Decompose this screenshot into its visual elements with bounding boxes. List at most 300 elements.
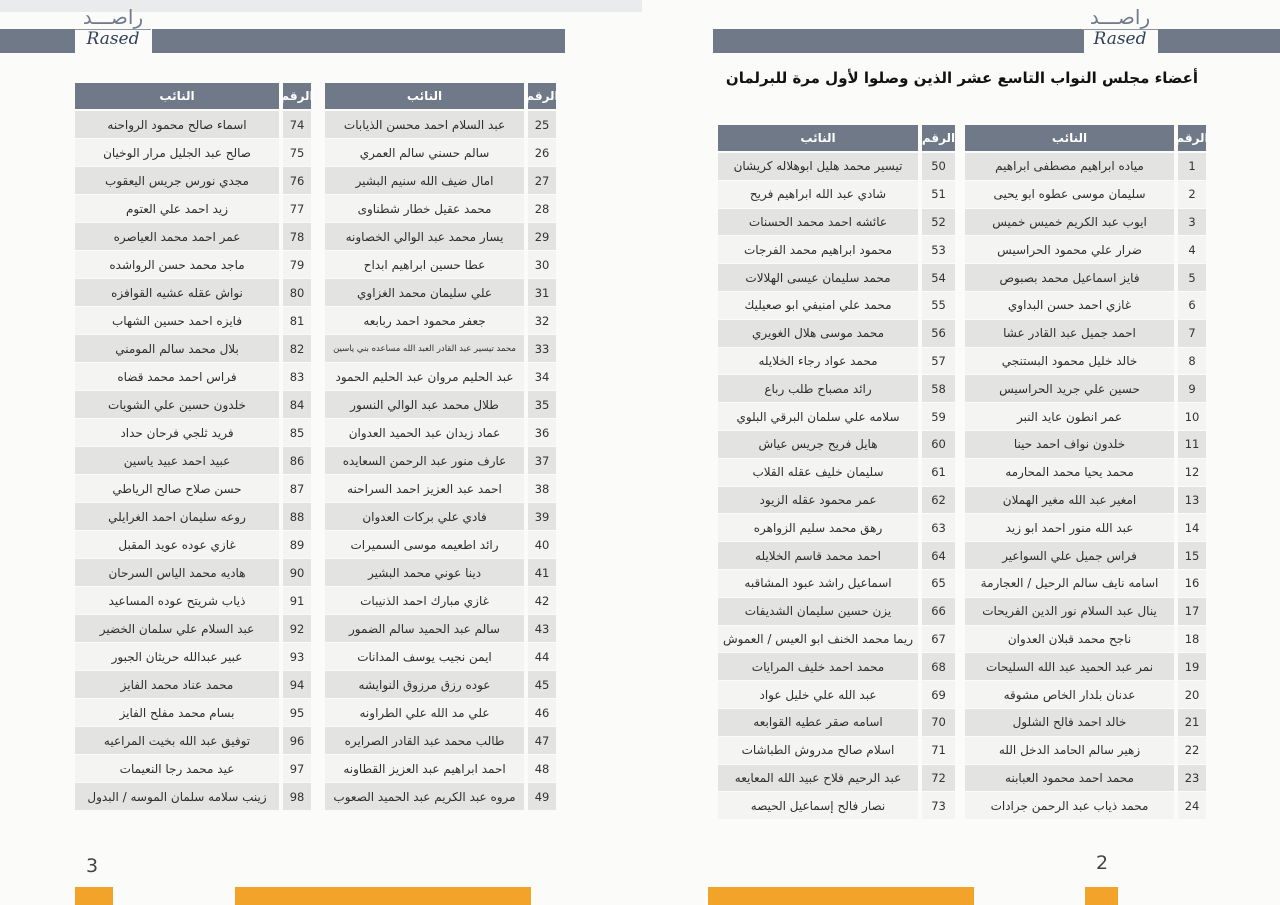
member-name-cell: محمد ذياب عبد الرحمن جرادات [965, 792, 1174, 819]
rased-logo [1082, 7, 1158, 48]
member-name-cell: ايوب عبد الكريم خميس خميس [965, 209, 1174, 236]
member-name-cell: رائد مصباح طلب رباع [718, 375, 918, 402]
member-name-cell: محمد يحيا محمد المحارمه [965, 459, 1174, 486]
member-number-cell: 87 [283, 475, 311, 502]
member-name-cell: عيد محمد رجا النعيمات [75, 755, 279, 782]
member-number-cell: 78 [283, 223, 311, 250]
member-name-cell: سليمان خليف عقله القلاب [718, 459, 918, 486]
member-number-cell: 75 [283, 139, 311, 166]
member-name-cell: خلدون نواف احمد حينا [965, 431, 1174, 458]
member-number-cell: 54 [922, 264, 955, 291]
page-number-left: 3 [86, 855, 99, 877]
member-name-cell: فادي علي بركات العدوان [325, 503, 524, 530]
member-number-cell: 40 [528, 531, 556, 558]
member-number-cell: 10 [1178, 403, 1206, 430]
member-name-cell: مجدي نورس جريس اليعقوب [75, 167, 279, 194]
member-name-cell: عمر محمود عقله الزيود [718, 487, 918, 514]
member-name-cell: فراس احمد محمد قضاه [75, 363, 279, 390]
table-row [75, 727, 311, 754]
member-number-cell: 37 [528, 447, 556, 474]
table-row [965, 681, 1206, 708]
table-row [325, 531, 556, 558]
member-name-cell: توفيق عبد الله بخيت المراعيه [75, 727, 279, 754]
table-row [965, 459, 1206, 486]
member-number-cell: 96 [283, 727, 311, 754]
table-row [325, 587, 556, 614]
member-name-cell: امال ضيف الله سنيم البشير [325, 167, 524, 194]
member-name-cell: محمود ابراهيم محمد الفرجات [718, 236, 918, 263]
member-name-cell: عمر احمد محمد العياصره [75, 223, 279, 250]
table-row [718, 403, 955, 430]
member-number-cell: 28 [528, 195, 556, 222]
member-number-cell: 46 [528, 699, 556, 726]
member-name-cell: اسامه نايف سالم الرحيل / العجارمة [965, 570, 1174, 597]
member-name-cell: ريما محمد الخنف ابو العيس / العموش [718, 626, 918, 653]
member-number-cell: 22 [1178, 737, 1206, 764]
members-table-50-73 [718, 125, 955, 820]
table-row [75, 615, 311, 642]
member-name-cell: اسامه صقر عطيه القوابعه [718, 709, 918, 736]
table-row [718, 487, 955, 514]
member-number-cell: 39 [528, 503, 556, 530]
table-row [718, 320, 955, 347]
member-name-cell: غازي عوده عويد المقبل [75, 531, 279, 558]
table-row [75, 195, 311, 222]
table-row [965, 431, 1206, 458]
member-number-cell: 82 [283, 335, 311, 362]
member-name-cell: عبد الحليم مروان عبد الحليم الحمود [325, 363, 524, 390]
member-number-cell: 98 [283, 783, 311, 810]
table-row [325, 139, 556, 166]
member-name-cell: بلال محمد سالم المومني [75, 335, 279, 362]
table-row [718, 792, 955, 819]
member-number-cell: 94 [283, 671, 311, 698]
table-row [965, 236, 1206, 263]
member-name-cell: شادي عبد الله ابراهيم فريح [718, 181, 918, 208]
member-number-cell: 85 [283, 419, 311, 446]
member-name-cell: رهق محمد سليم الزواهره [718, 514, 918, 541]
member-number-cell: 15 [1178, 542, 1206, 569]
table-row [718, 653, 955, 680]
member-number-cell: 6 [1178, 292, 1206, 319]
table-row [965, 320, 1206, 347]
member-number-cell: 12 [1178, 459, 1206, 486]
member-name-cell: عائشه احمد محمد الحسنات [718, 209, 918, 236]
member-number-cell: 66 [922, 598, 955, 625]
table-row [325, 475, 556, 502]
table-row [965, 153, 1206, 180]
member-name-cell: احمد جميل عبد القادر عشا [965, 320, 1174, 347]
member-name-cell: يزن حسين سليمان الشديفات [718, 598, 918, 625]
table-row [75, 167, 311, 194]
table-row [75, 363, 311, 390]
member-name-cell: عبيد احمد عبيد ياسين [75, 447, 279, 474]
member-name-cell: فايز اسماعيل محمد بصبوص [965, 264, 1174, 291]
member-number-cell: 88 [283, 503, 311, 530]
table-header-row [75, 83, 314, 109]
member-name-cell: ماجد محمد حسن الرواشده [75, 251, 279, 278]
member-number-cell: 31 [528, 279, 556, 306]
table-row [325, 279, 556, 306]
member-number-cell: 79 [283, 251, 311, 278]
table-row [325, 755, 556, 782]
member-name-cell: عبد الله منور احمد ابو زيد [965, 514, 1174, 541]
table-row [718, 542, 955, 569]
table-row [75, 643, 311, 670]
member-name-cell: عوده رزق مرزوق النوايشه [325, 671, 524, 698]
table-row [965, 653, 1206, 680]
member-name-cell: فراس جميل علي السواعير [965, 542, 1174, 569]
member-number-cell: 36 [528, 419, 556, 446]
table-row [325, 223, 556, 250]
member-number-cell: 26 [528, 139, 556, 166]
member-name-cell: فايزه احمد حسين الشهاب [75, 307, 279, 334]
member-name-cell: نصار فالح إسماعيل الحيصه [718, 792, 918, 819]
member-number-cell: 4 [1178, 236, 1206, 263]
member-number-cell: 52 [922, 209, 955, 236]
header-bar-left-long [152, 29, 565, 53]
member-number-cell: 43 [528, 615, 556, 642]
member-number-cell: 60 [922, 431, 955, 458]
member-name-cell: ايمن نجيب يوسف المدانات [325, 643, 524, 670]
member-name-cell: محمد عقيل خطار شطناوى [325, 195, 524, 222]
table-row [325, 643, 556, 670]
member-name-cell: علي سليمان محمد الغزاوي [325, 279, 524, 306]
member-number-cell: 49 [528, 783, 556, 810]
member-name-cell: غازي مبارك احمد الذنيبات [325, 587, 524, 614]
member-number-cell: 77 [283, 195, 311, 222]
table-row [965, 542, 1206, 569]
member-number-cell: 63 [922, 514, 955, 541]
member-number-cell: 56 [922, 320, 955, 347]
member-number-cell: 16 [1178, 570, 1206, 597]
member-name-cell: سليمان موسى عطوه ابو يحيى [965, 181, 1174, 208]
table-row [325, 615, 556, 642]
table-row [325, 251, 556, 278]
rased-logo-arabic: راصـــد [75, 7, 151, 30]
member-number-cell: 38 [528, 475, 556, 502]
member-name-cell: طالب محمد عبد القادر الصرايره [325, 727, 524, 754]
member-number-cell: 18 [1178, 626, 1206, 653]
table-row [965, 403, 1206, 430]
table-row [965, 765, 1206, 792]
footer-orange-bar [708, 887, 974, 905]
member-number-cell: 51 [922, 181, 955, 208]
member-number-cell: 41 [528, 559, 556, 586]
table-row [325, 335, 556, 362]
member-name-cell: محمد احمد خليف المرايات [718, 653, 918, 680]
table-row [718, 431, 955, 458]
table-row [965, 570, 1206, 597]
member-name-cell: عمر انطون عايد النبر [965, 403, 1174, 430]
table-row [965, 292, 1206, 319]
table-row [718, 681, 955, 708]
member-name-cell: عبد الرحيم فلاح عبيد الله المعايعه [718, 765, 918, 792]
table-row [75, 279, 311, 306]
member-number-cell: 35 [528, 391, 556, 418]
header-bar-right-short [1158, 29, 1280, 53]
table-row [718, 292, 955, 319]
member-name-cell: عبير عبدالله حريثان الجبور [75, 643, 279, 670]
table-row [965, 209, 1206, 236]
member-name-cell: هايل فريح جريس عياش [718, 431, 918, 458]
table-row [718, 209, 955, 236]
column-header-name: النائب [75, 83, 279, 109]
rased-logo [75, 7, 151, 48]
table-row [75, 475, 311, 502]
table-row [325, 419, 556, 446]
table-header-row [718, 125, 955, 151]
member-number-cell: 9 [1178, 375, 1206, 402]
member-number-cell: 27 [528, 167, 556, 194]
member-name-cell: ينال عبد السلام نور الدين الفريحات [965, 598, 1174, 625]
rased-logo-latin: Rased [86, 29, 140, 49]
table-row [718, 626, 955, 653]
member-number-cell: 62 [922, 487, 955, 514]
table-row [75, 503, 311, 530]
member-number-cell: 67 [922, 626, 955, 653]
member-number-cell: 97 [283, 755, 311, 782]
member-number-cell: 90 [283, 559, 311, 586]
page-number-right: 2 [1096, 852, 1109, 874]
member-name-cell: خالد خليل محمود البستنجي [965, 348, 1174, 375]
table-row [718, 459, 955, 486]
member-number-cell: 65 [922, 570, 955, 597]
table-row [325, 363, 556, 390]
member-name-cell: محمد تيسير عبد القادر العبد الله مساعده بني ياسين [325, 335, 524, 362]
table-row [325, 167, 556, 194]
member-name-cell: صالح عبد الجليل مرار الوخيان [75, 139, 279, 166]
table-row [965, 348, 1206, 375]
table-row [325, 111, 556, 138]
member-number-cell: 80 [283, 279, 311, 306]
member-number-cell: 13 [1178, 487, 1206, 514]
member-name-cell: امغير عبد الله مغير الهملان [965, 487, 1174, 514]
member-name-cell: يسار محمد عبد الوالي الخصاونه [325, 223, 524, 250]
table-row [965, 737, 1206, 764]
rased-logo-arabic: راصـــد [1082, 7, 1158, 30]
member-name-cell: عارف منور عبد الرحمن السعايده [325, 447, 524, 474]
member-number-cell: 68 [922, 653, 955, 680]
member-number-cell: 14 [1178, 514, 1206, 541]
table-row [75, 335, 311, 362]
member-number-cell: 30 [528, 251, 556, 278]
member-number-cell: 20 [1178, 681, 1206, 708]
column-header-name: النائب [325, 83, 524, 109]
member-number-cell: 8 [1178, 348, 1206, 375]
table-row [965, 181, 1206, 208]
member-name-cell: حسين علي جريد الحراسيس [965, 375, 1174, 402]
member-number-cell: 33 [528, 335, 556, 362]
member-name-cell: جعفر محمود احمد ربابعه [325, 307, 524, 334]
member-name-cell: سلامه علي سلمان البرقي البلوي [718, 403, 918, 430]
table-row [75, 755, 311, 782]
member-number-cell: 64 [922, 542, 955, 569]
member-number-cell: 91 [283, 587, 311, 614]
footer-orange-bar [235, 887, 531, 905]
table-row [325, 307, 556, 334]
member-number-cell: 3 [1178, 209, 1206, 236]
member-name-cell: اسماعيل راشد عبود المشاقبه [718, 570, 918, 597]
table-row [718, 514, 955, 541]
member-name-cell: عطا حسين ابراهيم ابداح [325, 251, 524, 278]
member-name-cell: محمد احمد محمود العبابنه [965, 765, 1174, 792]
member-name-cell: اسماء صالح محمود الرواحنه [75, 111, 279, 138]
member-name-cell: مياده ابراهيم مصطفى ابراهيم [965, 153, 1174, 180]
table-row [718, 264, 955, 291]
member-number-cell: 76 [283, 167, 311, 194]
member-name-cell: مروه عبد الكريم عبد الحميد الصعوب [325, 783, 524, 810]
table-row [75, 699, 311, 726]
member-name-cell: محمد علي امنيفي ابو صعيليك [718, 292, 918, 319]
member-number-cell: 32 [528, 307, 556, 334]
table-row [965, 514, 1206, 541]
member-number-cell: 45 [528, 671, 556, 698]
member-number-cell: 48 [528, 755, 556, 782]
table-row [325, 783, 556, 810]
member-number-cell: 57 [922, 348, 955, 375]
member-name-cell: حسن صلاح صالح الرياطي [75, 475, 279, 502]
member-number-cell: 95 [283, 699, 311, 726]
page-title: أعضاء مجلس النواب التاسع عشر الذين وصلوا لأول مرة للبرلمان [725, 69, 1199, 87]
column-header-number: الرقم [528, 83, 556, 109]
table-row [325, 503, 556, 530]
column-header-name: النائب [718, 125, 918, 151]
member-number-cell: 86 [283, 447, 311, 474]
member-number-cell: 74 [283, 111, 311, 138]
member-name-cell: هاديه محمد الياس السرحان [75, 559, 279, 586]
table-row [325, 727, 556, 754]
member-name-cell: سالم حسني سالم العمري [325, 139, 524, 166]
member-number-cell: 23 [1178, 765, 1206, 792]
member-number-cell: 50 [922, 153, 955, 180]
header-bar-left-short [0, 29, 75, 53]
member-number-cell: 84 [283, 391, 311, 418]
table-header-row [325, 83, 559, 109]
member-number-cell: 83 [283, 363, 311, 390]
member-number-cell: 42 [528, 587, 556, 614]
member-name-cell: عماد زيدان عبد الحميد العدوان [325, 419, 524, 446]
member-name-cell: محمد سليمان عيسى الهلالات [718, 264, 918, 291]
member-name-cell: غازي احمد حسن البداوي [965, 292, 1174, 319]
table-row [965, 709, 1206, 736]
member-number-cell: 7 [1178, 320, 1206, 347]
table-row [718, 181, 955, 208]
member-name-cell: دينا عوني محمد البشير [325, 559, 524, 586]
member-name-cell: ذياب شريتح عوده المساعيد [75, 587, 279, 614]
member-number-cell: 19 [1178, 653, 1206, 680]
table-row [325, 391, 556, 418]
member-name-cell: محمد عواد رجاء الخلايله [718, 348, 918, 375]
members-table-74-98 [75, 83, 314, 811]
table-row [75, 111, 311, 138]
member-number-cell: 5 [1178, 264, 1206, 291]
table-row [965, 792, 1206, 819]
member-number-cell: 1 [1178, 153, 1206, 180]
member-number-cell: 55 [922, 292, 955, 319]
member-number-cell: 53 [922, 236, 955, 263]
table-row [965, 487, 1206, 514]
table-row [75, 307, 311, 334]
table-row [75, 223, 311, 250]
member-name-cell: محمد موسى هلال الغويري [718, 320, 918, 347]
column-header-number: الرقم [922, 125, 955, 151]
member-number-cell: 70 [922, 709, 955, 736]
member-number-cell: 93 [283, 643, 311, 670]
table-row [325, 195, 556, 222]
member-number-cell: 34 [528, 363, 556, 390]
column-header-number: الرقم [283, 83, 311, 109]
table-row [965, 626, 1206, 653]
member-name-cell: عبد السلام علي سلمان الخضير [75, 615, 279, 642]
member-name-cell: طلال محمد عبد الوالي النسور [325, 391, 524, 418]
table-row [965, 375, 1206, 402]
member-number-cell: 17 [1178, 598, 1206, 625]
table-row [75, 671, 311, 698]
table-row [718, 737, 955, 764]
table-row [965, 598, 1206, 625]
table-row [325, 699, 556, 726]
table-row [325, 671, 556, 698]
member-name-cell: احمد ابراهيم عبد العزيز القطاونه [325, 755, 524, 782]
member-number-cell: 11 [1178, 431, 1206, 458]
member-number-cell: 2 [1178, 181, 1206, 208]
table-row [718, 765, 955, 792]
member-name-cell: تيسير محمد هليل ابوهلاله كريشان [718, 153, 918, 180]
header-bar-right-long [713, 29, 1084, 53]
member-name-cell: عبد السلام احمد محسن الذيابات [325, 111, 524, 138]
member-name-cell: زهير سالم الحامد الدخل الله [965, 737, 1174, 764]
member-name-cell: زينب سلامه سلمان الموسه / البدول [75, 783, 279, 810]
table-row [75, 419, 311, 446]
table-row [325, 559, 556, 586]
members-table-1-24 [965, 125, 1209, 820]
table-row [75, 391, 311, 418]
rased-logo-latin: Rased [1093, 29, 1147, 49]
member-number-cell: 47 [528, 727, 556, 754]
table-row [75, 251, 311, 278]
member-number-cell: 61 [922, 459, 955, 486]
member-number-cell: 71 [922, 737, 955, 764]
column-header-number: الرقم [1178, 125, 1206, 151]
member-name-cell: نواش عقله عشيه القوافزه [75, 279, 279, 306]
table-row [718, 236, 955, 263]
member-number-cell: 24 [1178, 792, 1206, 819]
table-row [325, 447, 556, 474]
member-name-cell: محمد عناد محمد الفايز [75, 671, 279, 698]
member-name-cell: خلدون حسين علي الشويات [75, 391, 279, 418]
table-row [718, 153, 955, 180]
member-name-cell: ضرار علي محمود الحراسيس [965, 236, 1174, 263]
table-row [75, 447, 311, 474]
member-name-cell: خالد احمد فالح الشلول [965, 709, 1174, 736]
table-row [75, 139, 311, 166]
member-name-cell: عبد الله علي خليل عواد [718, 681, 918, 708]
member-name-cell: رائد اطعيمه موسى السميرات [325, 531, 524, 558]
table-header-row [965, 125, 1209, 151]
member-name-cell: احمد محمد قاسم الخلايله [718, 542, 918, 569]
member-name-cell: بسام محمد مفلح الفايز [75, 699, 279, 726]
member-name-cell: اسلام صالح مدروش الطباشات [718, 737, 918, 764]
footer-orange-bar [75, 887, 113, 905]
table-row [718, 348, 955, 375]
table-row [75, 587, 311, 614]
table-row [718, 375, 955, 402]
table-row [718, 570, 955, 597]
member-name-cell: نمر عبد الحميد عبد الله السليحات [965, 653, 1174, 680]
column-header-name: النائب [965, 125, 1174, 151]
table-row [75, 783, 311, 810]
